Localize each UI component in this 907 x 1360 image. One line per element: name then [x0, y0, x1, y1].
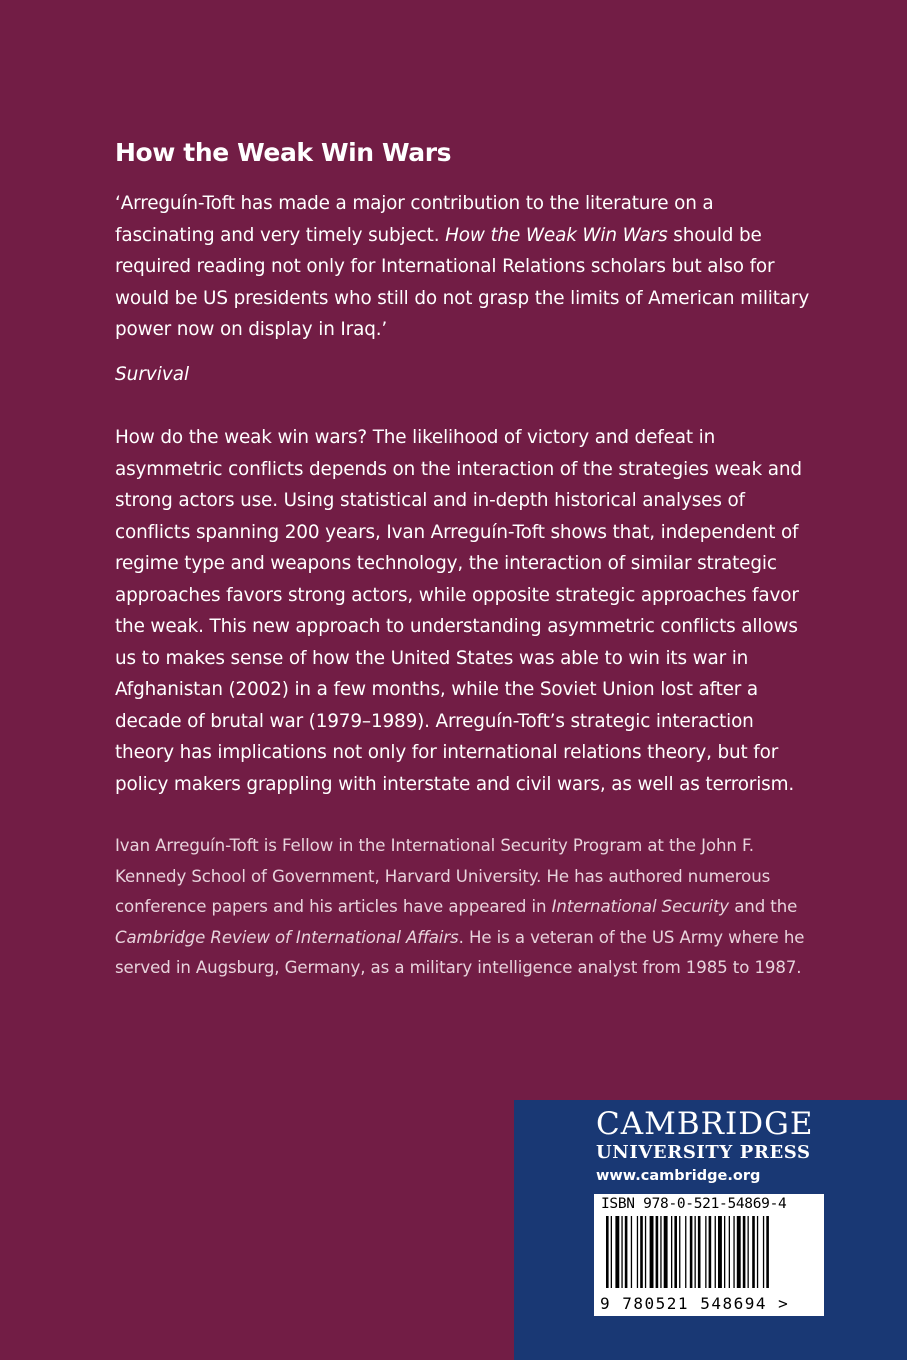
barcode-bar	[737, 1216, 741, 1288]
barcode-bar	[743, 1216, 746, 1288]
barcode-bar	[674, 1216, 677, 1288]
bio-part-3: . He is a veteran of the US Army where he served in Augsburg, Germany, as a military intelligence analyst from 1985 to 1987.	[115, 927, 805, 978]
barcode-bar	[709, 1216, 712, 1288]
barcode-bar	[671, 1216, 672, 1288]
barcode-bar	[718, 1216, 722, 1288]
barcode-bar	[660, 1216, 661, 1288]
quote-close: should be required reading not only for International Relations scholars but also for would be US presidents who still do not grasp the limits of American military power now on display in Iraq.’	[115, 224, 810, 340]
publisher-url[interactable]: www.cambridge.org	[596, 1168, 761, 1184]
author-bio	[115, 831, 815, 984]
quote-open: ‘Arreguín-Toft has made a major contribution to the literature on a fascinating and very timely subject.	[115, 193, 714, 246]
barcode-bar	[631, 1216, 632, 1288]
barcode-bar	[625, 1216, 628, 1288]
barcode-bar	[637, 1216, 638, 1288]
barcode-bar	[685, 1216, 686, 1288]
barcode-bar	[606, 1216, 609, 1288]
barcode-bar	[679, 1216, 680, 1288]
barcode-bar	[615, 1216, 619, 1288]
quote-source: Survival	[115, 364, 190, 385]
bio-journal-2: Cambridge Review of International Affairs	[115, 927, 459, 947]
barcode-digits: 9 780521 548694 >	[600, 1294, 790, 1313]
barcode-bar	[621, 1216, 622, 1288]
publisher-block	[514, 1100, 907, 1360]
barcode-bar	[748, 1216, 749, 1288]
review-quote	[115, 188, 815, 346]
book-description: How do the weak win wars? The likelihood of victory and defeat in asymmetric conflicts depends on the interaction of the strategies weak and strong actors use. Using statistical and in-depth historical analyses of conflicts spanning 200 years, Ivan Arreguín-Toft shows that, independent of regime type and weapons technology, the interaction of similar strategic approaches favors strong actors, while opposite strategic approaches favor the weak. This new approach to understanding asymmetric conflicts allows us to makes sense of how the United States was able to win its war in Afghanistan (2002) in a few months, while the Soviet Union lost after a decade of brutal war (1979–1989). Arreguín-Toft’s strategic interaction theory has implications not only for international relations theory, but for policy makers grappling with interstate and civil wars, as well as terrorism.	[115, 427, 802, 795]
barcode-bar	[664, 1216, 668, 1288]
publisher-name: CAMBRIDGE	[596, 1106, 814, 1142]
barcode-bar	[752, 1216, 755, 1288]
barcode-bar	[763, 1216, 764, 1288]
bio-part-2: and the	[729, 897, 798, 917]
bio-journal-1: International Security	[551, 897, 730, 917]
isbn-label: ISBN 978-0-521-54869-4	[601, 1196, 787, 1212]
quote-book-title: How the Weak Win Wars	[445, 224, 668, 246]
barcode-bar	[650, 1216, 654, 1288]
barcode-bar	[724, 1216, 725, 1288]
barcode-bar	[656, 1216, 659, 1288]
barcode-bar	[645, 1216, 646, 1288]
barcode-bar	[766, 1216, 769, 1288]
book-title: How the Weak Win Wars	[115, 138, 452, 167]
barcode-bar	[705, 1216, 706, 1288]
barcode-bars	[602, 1216, 816, 1292]
bio-part-1: Ivan Arreguín-Toft is Fellow in the International Security Program at the John F. Kennedy School of Government, Harvard University. He has authored numerous conference papers and his articles have appeared in	[115, 836, 771, 917]
barcode-bar	[698, 1216, 701, 1288]
barcode-bar	[729, 1216, 730, 1288]
barcode-bar	[640, 1216, 643, 1288]
publisher-subtitle: UNIVERSITY PRESS	[596, 1142, 811, 1163]
barcode-bar	[715, 1216, 716, 1288]
barcode-bar	[695, 1216, 696, 1288]
barcode-bar	[690, 1216, 693, 1288]
isbn-barcode	[594, 1194, 824, 1316]
barcode-bar	[757, 1216, 758, 1288]
barcode-bar	[611, 1216, 612, 1288]
barcode-bar	[733, 1216, 734, 1288]
